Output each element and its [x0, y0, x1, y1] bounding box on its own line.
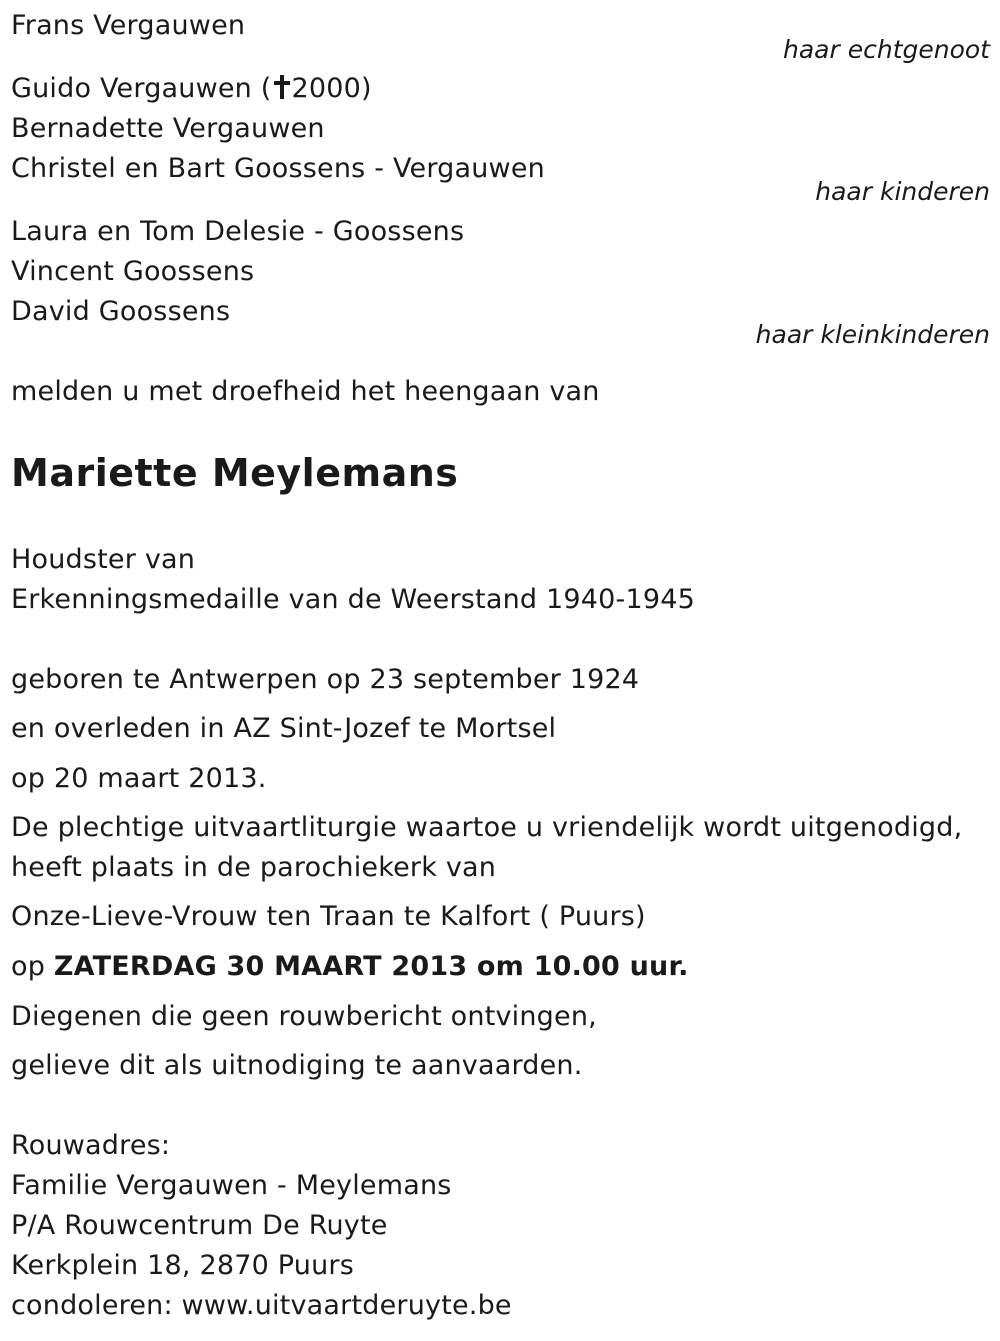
child-name: Christel en Bart Goossens - Vergauwen: [11, 153, 545, 184]
condolence-link[interactable]: condoleren: www.uitvaartderuyte.be: [11, 1290, 512, 1321]
deceased-name: Mariette Meylemans: [11, 451, 459, 495]
address-label: Rouwadres:: [11, 1130, 171, 1161]
church-block: [11, 897, 991, 937]
announcement-text: melden u met droefheid het heengaan van: [11, 376, 600, 407]
liturgy-block: [11, 808, 991, 888]
address-line: Kerkplein 18, 2870 Puurs: [11, 1250, 354, 1281]
church-line: Onze-Lieve-Vrouw ten Traan te Kalfort ( Puurs): [11, 901, 646, 932]
no-card-line: Diegenen die geen rouwbericht ontvingen,: [11, 1001, 597, 1032]
died-date-block: [11, 759, 991, 799]
grandchild-name: Vincent Goossens: [11, 256, 255, 287]
grandchildren-role: haar kleinkinderen: [755, 320, 990, 349]
children-block: [11, 69, 991, 189]
grandchildren-block: [11, 212, 991, 332]
spouse-role: haar echtgenoot: [783, 35, 990, 64]
announcement-block: [11, 372, 991, 412]
honor-block: [11, 540, 991, 620]
child-name-guido: Guido Vergauwen ( 2000): [11, 73, 372, 104]
details-block: [11, 660, 991, 700]
child-name: Bernadette Vergauwen: [11, 113, 325, 144]
service-date-bold: ZATERDAG 30 MAART 2013 om 10.00 uur.: [53, 951, 689, 982]
grandchild-name: David Goossens: [11, 296, 231, 327]
address-line: Familie Vergauwen - Meylemans: [11, 1170, 452, 1201]
address-block: [11, 1126, 991, 1326]
cross-icon: [274, 75, 290, 99]
died-line: en overleden in AZ Sint-Jozef te Mortsel: [11, 713, 557, 744]
died-block: [11, 709, 991, 749]
no-card-line: gelieve dit als uitnodiging te aanvaarden.: [11, 1050, 583, 1081]
died-date-line: op 20 maart 2013.: [11, 763, 267, 794]
children-role: haar kinderen: [815, 177, 990, 206]
liturgy-line: De plechtige uitvaartliturgie waartoe u vriendelijk wordt uitgenodigd,: [11, 812, 963, 843]
grandchild-name: Laura en Tom Delesie - Goossens: [11, 216, 465, 247]
no-card-block: [11, 997, 991, 1037]
born-line: geboren te Antwerpen op 23 september 1924: [11, 664, 640, 695]
service-date-line: op ZATERDAG 30 MAART 2013 om 10.00 uur.: [11, 951, 689, 982]
spouse-name: Frans Vergauwen: [11, 10, 246, 41]
no-card-block-2: [11, 1046, 991, 1086]
liturgy-line: heeft plaats in de parochiekerk van: [11, 852, 497, 883]
honor-line: Erkenningsmedaille van de Weerstand 1940-1945: [11, 584, 695, 615]
honor-line: Houdster van: [11, 544, 196, 575]
service-date-block: [11, 947, 991, 987]
address-line: P/A Rouwcentrum De Ruyte: [11, 1210, 388, 1241]
